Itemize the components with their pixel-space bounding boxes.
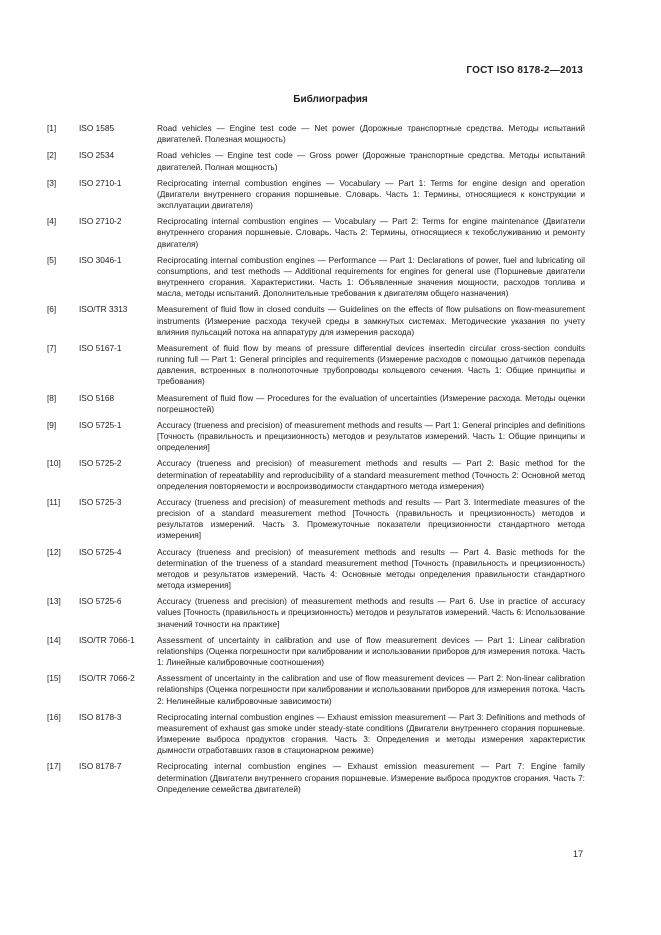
entry-number: [13] (47, 596, 61, 607)
bibliography-entry (47, 123, 585, 145)
bibliography-entry (47, 497, 585, 542)
entry-reference: Accuracy (trueness and precision) of measurement methods and results — Part 2: Basic method for the determination of repeatability and reproducibility of a standard measurement method (Точность 2: Основной метод определения повторяемости и воспроизводимости стандартного метода измерения) (157, 458, 585, 491)
entry-reference: Reciprocating internal combustion engines — Vocabulary — Part 2: Terms for engine maintenance (Двигатели внутреннего сгорания поршневые. Словарь. Часть 2: Термины, относящиеся к техобслуживанию и ремонту двигателя) (157, 216, 585, 249)
bibliography-entry (47, 547, 585, 592)
entry-reference: Accuracy (trueness and precision) of measurement methods and results — Part 1: General principles and definitions [Точность (правильность и прецизионность) методов и результатов измерений. Часть 1: Общие принципы и определения] (157, 419, 585, 453)
entry-standard: ISO/TR 7066-2 (79, 673, 135, 684)
entry-standard: ISO 5168 (79, 392, 115, 403)
entry-reference: Accuracy (trueness and precision) of measurement methods and results — Part 6. Use in practice of accuracy values [Точность (правильность и прецизионность) методов и результатов измерений. Часть 6: Использование значений точности на практике] (157, 596, 585, 629)
entry-number: [5] (47, 254, 57, 265)
bibliography-entry (47, 178, 585, 212)
bibliography-entry (47, 761, 585, 795)
entry-standard: ISO 2534 (79, 150, 115, 161)
entry-standard: ISO 1585 (79, 123, 115, 133)
entry-standard: ISO 3046-1 (79, 254, 122, 265)
bibliography-list (47, 123, 585, 800)
entry-standard: ISO 2710-1 (79, 177, 122, 188)
entry-number: [7] (47, 342, 57, 353)
entry-reference: Reciprocating internal combustion engines — Exhaust emission measurement — Part 3: Definitions and methods of measurement of exhaust gas smoke under steady-state conditions (Двигатели внутреннего сгорания поршневые. Измерение выброса продуктов сгорания. Часть 3: Определения и методы измерения характеристик дымности отработавших газов в стационарном режиме) (157, 711, 585, 756)
entry-number: [17] (47, 761, 61, 772)
entry-reference: Measurement of fluid flow in closed conduits — Guidelines on the effects of flow pulsations on flow-measurement instruments (Измерение расхода текучей среды в замкнутых системах. Методические указания по учету влияния пульсаций потока на аппаратуру для измерения расхода) (157, 304, 585, 337)
entry-number: [2] (47, 150, 57, 161)
bibliography-entry (47, 216, 585, 250)
entry-number: [10] (47, 458, 61, 469)
entry-reference: Road vehicles — Engine test code — Gross power (Дорожные транспортные средства. Методы испытаний двигателей. Полная мощность) (157, 150, 585, 172)
entry-reference: Road vehicles — Engine test code — Net power (Дорожные транспортные средства. Методы испытаний двигателей. Полезная мощность) (157, 123, 585, 145)
entry-reference: Measurement of fluid flow — Procedures for the evaluation of uncertainties (Измерение расхода. Методы оценки погрешностей) (157, 392, 585, 414)
entry-reference: Accuracy (trueness and precision) of measurement methods and results — Part 4. Basic methods for the determination of the trueness of a standard measurement method [Точность (правильность и прецизионность) методов и результатов измерений. Часть 4: Основные методы определения правильности стандартного метода измерения] (157, 546, 585, 591)
entry-standard: ISO 8178-7 (79, 761, 122, 772)
entry-number: [11] (47, 496, 61, 507)
entry-standard: ISO/TR 3313 (79, 304, 128, 315)
entry-number: [4] (47, 216, 57, 227)
page-title: Библиография (293, 94, 368, 105)
bibliography-entry (47, 150, 585, 172)
bibliography-entry (47, 673, 585, 707)
entry-number: [1] (47, 123, 57, 133)
entry-number: [16] (47, 711, 61, 722)
entry-standard: ISO 5725-3 (79, 496, 122, 507)
entry-reference: Assessment of uncertainty in calibration and use of flow measurement devices — Part 1: Linear calibration relationships (Оценка погрешности при калибровании и использовании приборов для измерения потока. Часть 1: Линейные калибровочные соотношения) (157, 634, 585, 668)
bibliography-entry (47, 420, 585, 454)
entry-reference: Measurement of fluid flow by means of pressure differential devices insertedin circular cross-section conduits running full — Part 1: General principles and requirements (Измерение расходов с помощью датчиков перепада давления, встроенных в полнопоточные трубопроводы кольцевого сечения. Часть 1: Общие принципы и требования) (157, 342, 585, 387)
bibliography-entry (47, 304, 585, 338)
entry-number: [8] (47, 392, 57, 403)
bibliography-entry (47, 596, 585, 630)
entry-number: [6] (47, 304, 57, 315)
entry-reference: Reciprocating internal combustion engines — Exhaust emission measurement — Part 7: Engine family determination (Двигатели внутреннего сгорания поршневые. Измерение выброса продуктов сгорания. Часть 7: Определение семейства двигателей) (157, 761, 585, 794)
entry-reference: Assessment of uncertainty in the calibration and use of flow measurement devices — Part 2: Non-linear calibration relationships (Оценка погрешности при калибровании и использовании приборов для измерения потока. Часть 2: Нелинейные калибровочные зависимости) (157, 673, 585, 706)
entry-standard: ISO 5725-1 (79, 419, 122, 430)
entry-number: [14] (47, 634, 61, 645)
bibliography-entry (47, 635, 585, 669)
bibliography-entry (47, 712, 585, 757)
entry-standard: ISO 2710-2 (79, 216, 122, 227)
entry-number: [12] (47, 546, 61, 557)
entry-reference: Reciprocating internal combustion engines — Vocabulary — Part 1: Terms for engine design and operation (Двигатели внутреннего сгорания поршневые. Словарь. Часть 1: Термины, относящиеся к конструкции и эксплуатации двигателя) (157, 177, 585, 210)
entry-number: [15] (47, 673, 61, 684)
bibliography-entry (47, 393, 585, 415)
entry-standard: ISO 5725-4 (79, 546, 122, 557)
entry-standard: ISO 8178-3 (79, 711, 122, 722)
entry-reference: Reciprocating internal combustion engines — Performance — Part 1: Declarations of power, fuel and lubricating oil consumptions, and test methods — Additional requirements for engines for general use (Поршневые двигатели внутреннего сгорания. Характеристики. Часть 1: Объявленные значения мощности, расходов топлива и масла, методы испытаний. Дополнительные требования к двигателям общего назначения) (157, 254, 585, 299)
entry-number: [9] (47, 419, 57, 430)
entry-standard: ISO 5725-2 (79, 458, 122, 469)
entry-standard: ISO 5725-6 (79, 596, 122, 607)
entry-standard: ISO/TR 7066-1 (79, 634, 135, 645)
document-code: ГОСТ ISO 8178-2—2013 (466, 65, 583, 76)
entry-standard: ISO 5167-1 (79, 342, 122, 353)
bibliography-entry (47, 458, 585, 492)
bibliography-entry (47, 255, 585, 300)
bibliography-entry (47, 343, 585, 388)
entry-number: [3] (47, 177, 57, 188)
page-number: 17 (572, 849, 583, 859)
entry-reference: Accuracy (trueness and precision) of measurement methods and results — Part 3. Intermediate measures of the precision of a standard measurement method [Точность (правильность и прецизионность) методов и результатов измерений. Часть 3. Промежуточные показатели прецизионности стандартного метода измерения] (157, 496, 585, 541)
